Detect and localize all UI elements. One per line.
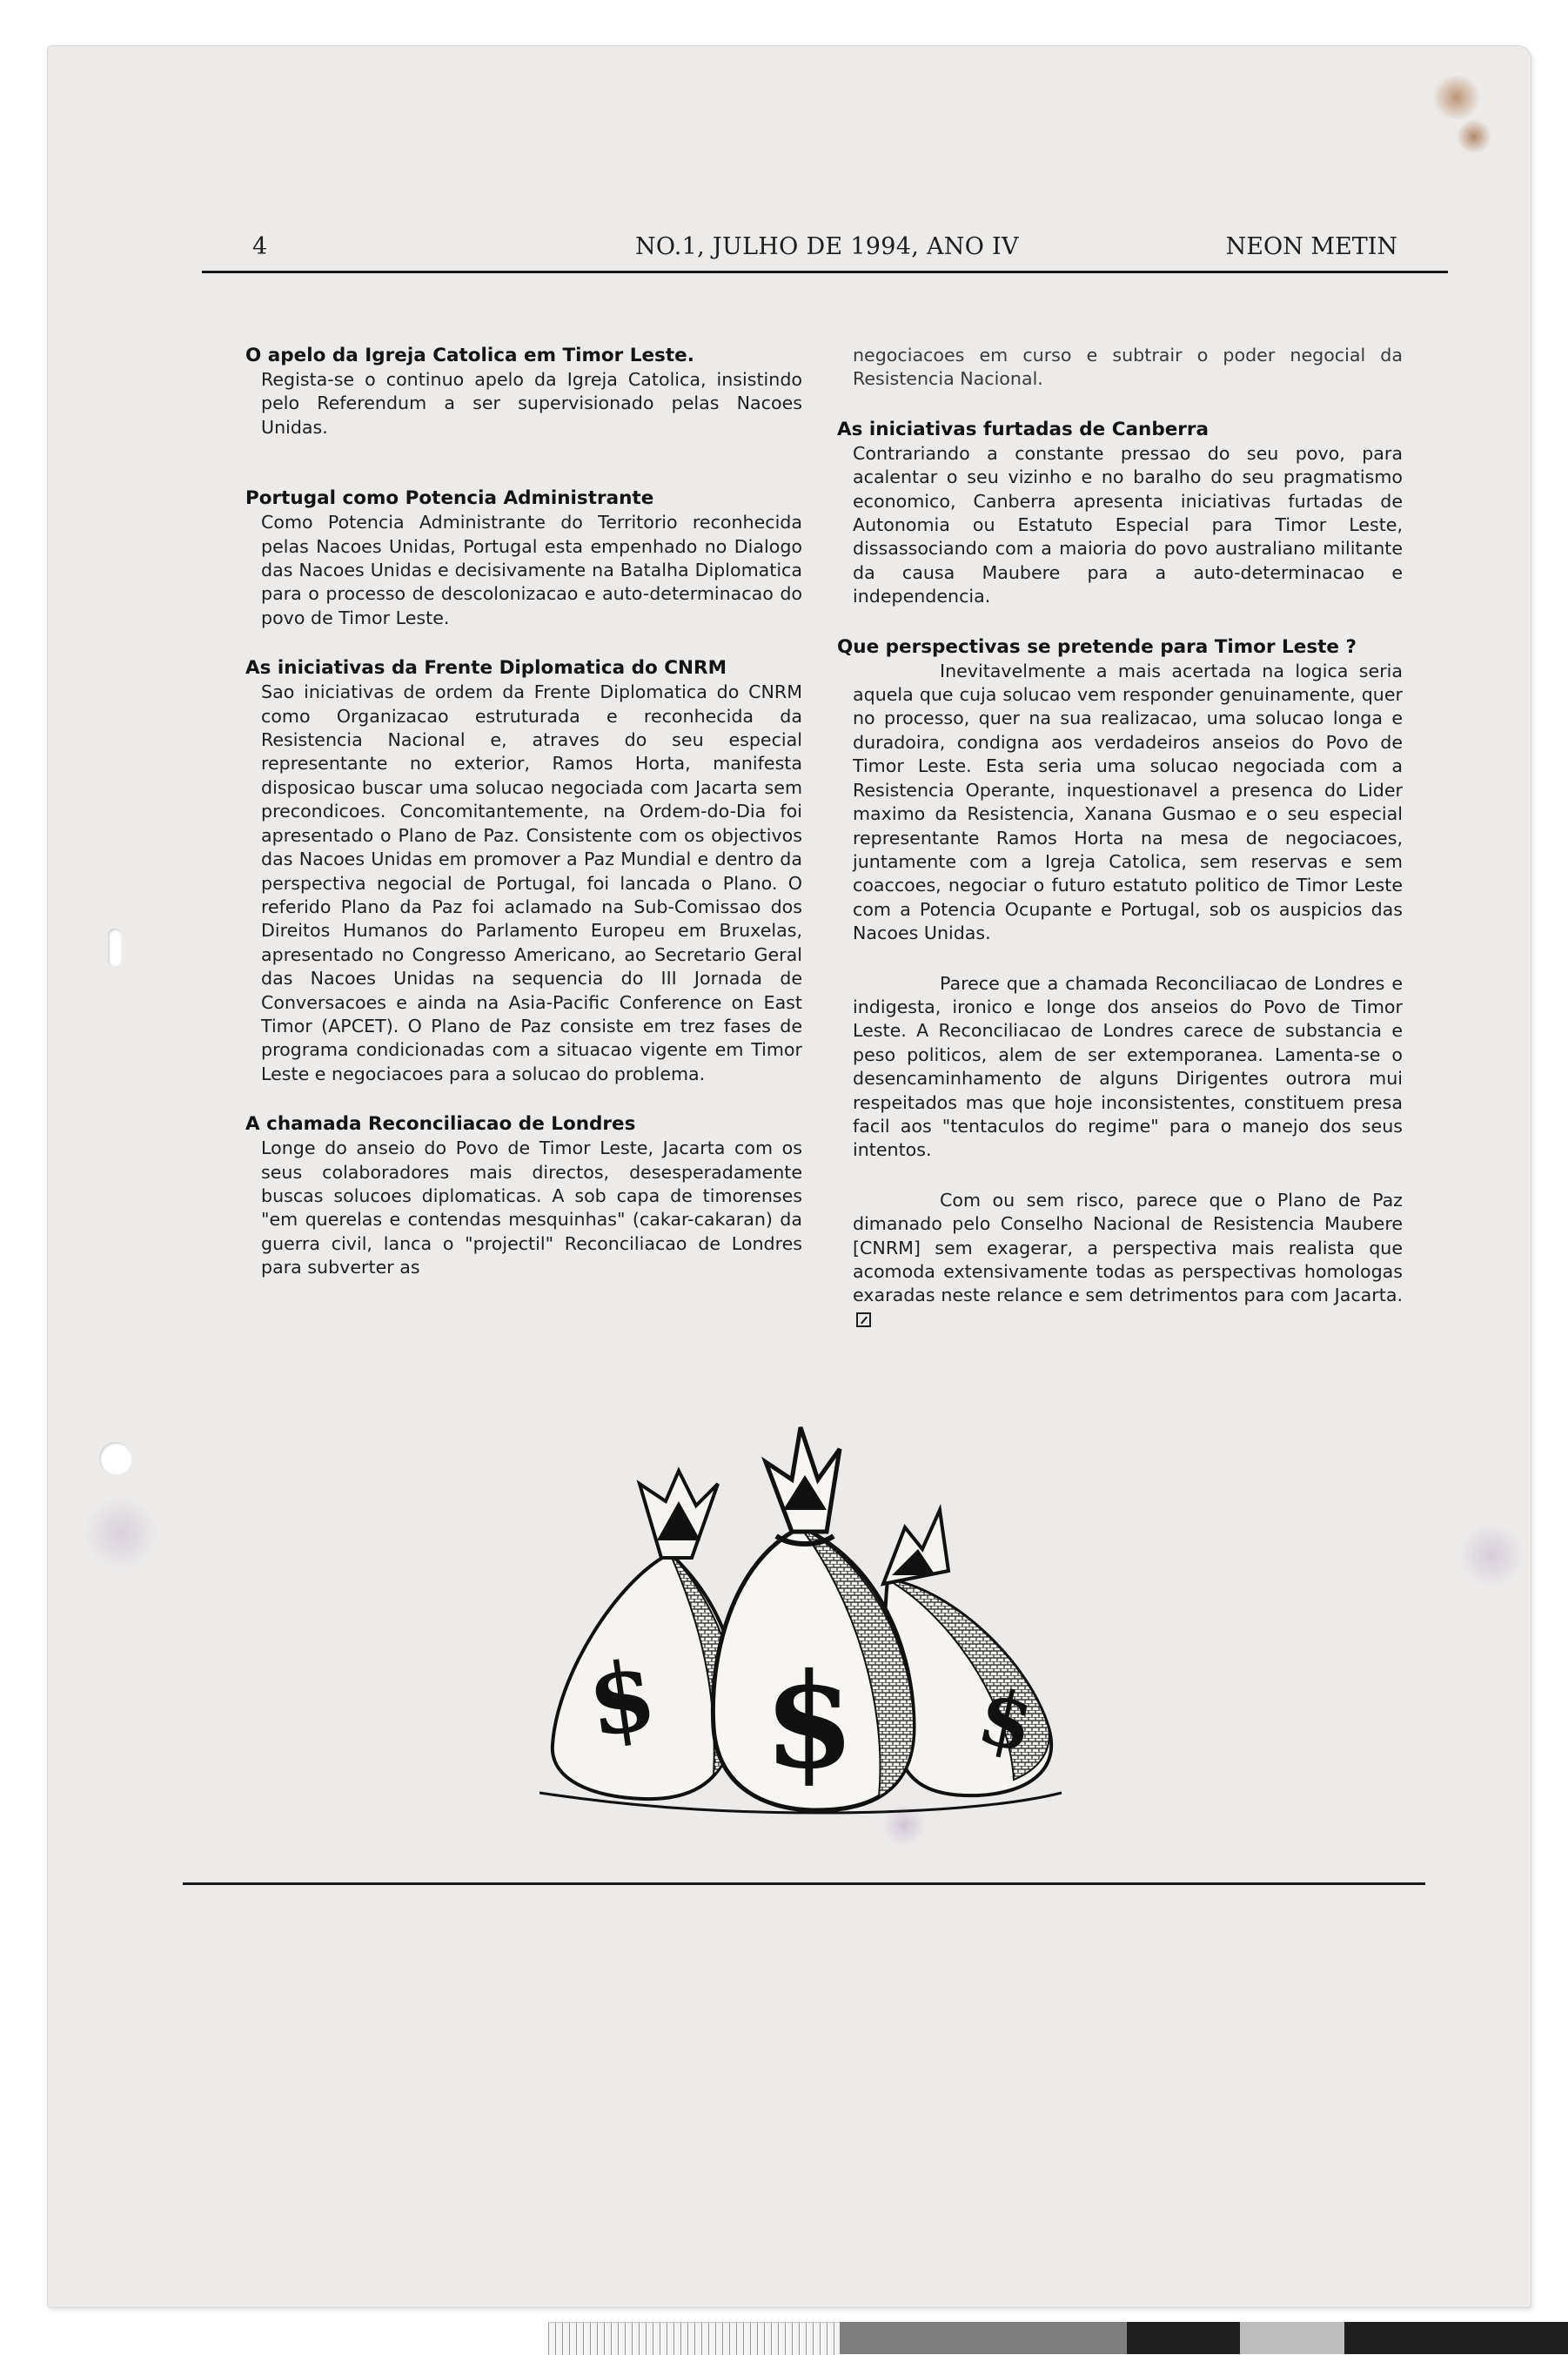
rust-stain xyxy=(1431,76,1483,119)
header-rule xyxy=(202,271,1448,273)
center-money-bag xyxy=(713,1427,914,1810)
section-title: O apelo da Igreja Catolica em Timor Leste. xyxy=(245,345,694,366)
dollar-sign: $ xyxy=(970,1669,1042,1770)
page-number: 4 xyxy=(252,233,268,260)
section-body: Longe do anseio do Povo de Timor Leste, Jacarta com os seus colaboradores mais directos, desesperadamente buscas solucoes diplomaticas. A sob capa de timorenses "em querelas e contendas mesquinhas" (cakar-cakaran) da guerra civil, lanca o "projectil" Reconciliacao de Londres para subverter as xyxy=(261,1137,802,1278)
section-paragraph: Parece que a chamada Reconciliacao de Londres e indigesta, ironico e longe dos anseios do Povo de Timor Leste. A Reconciliacao de Londres carece de substancia e peso politicos, alem de ser extemporanea. Lamenta-se o desencaminhamento de alguns Dirigentes outrora mui respeitados mas que hoje inconsistentes, constituem presa facil aos "tentaculos do regime" para o manejo dos seus intentos. xyxy=(853,972,1403,1161)
section-title: A chamada Reconciliacao de Londres xyxy=(245,1113,636,1136)
continued-text: negociacoes em curso e subtrair o poder negocial da Resistencia Nacional. xyxy=(853,345,1403,390)
footer-rule xyxy=(183,1882,1425,1885)
ruler-scale xyxy=(548,2322,840,2355)
section-title: Portugal como Potencia Administrante xyxy=(245,487,654,510)
dollar-sign: $ xyxy=(764,1645,855,1798)
rust-stain xyxy=(1457,119,1491,154)
section-title: As iniciativas furtadas de Canberra xyxy=(837,418,1210,440)
publication-name: NEON METIN xyxy=(1225,233,1397,260)
page-header xyxy=(202,228,1448,270)
punch-notch xyxy=(108,929,122,967)
ink-stain xyxy=(1457,1525,1526,1586)
money-bags-icon xyxy=(539,1397,1072,1815)
section-body: Inevitavelmente a mais acertada na logica seria aquela que cuja solucao vem responder genuinamente, quer no processo, quer na sua realizacao, uma solucao longa e duradoira, condigna aos verdadeiros anseios do Povo de Timor Leste. Esta seria uma solucao negociada com a Resistencia Operante, inquestionavel a presenca do Lider maximo da Resistencia, Xanana Gusmao e o seu especial representante Ramos Horta na mesa de negociacoes, juntamente com a Igreja Catolica, sem reservas e sem coaccoes, negociar o futuro estatuto politico de Timor Leste com a Potencia Ocupante e Portugal, sob os auspicios das Nacoes Unidas. xyxy=(853,660,1403,944)
section-body: Sao iniciativas de ordem da Frente Diplomatica do CNRM como Organizacao estruturada e reconhecida da Resistencia Nacional e, atraves do seu especial representante no exterior, Ramos Horta, manifesta disposicao buscar uma solucao negociada com Jacarta sem precondicoes. Concomitantemente, na Ordem-do-Dia foi apresentado o Plano de Paz. Consistente com os objectivos das Nacoes Unidas em promover a Paz Mundial e dentro da perspectiva negocial de Portugal, foi lancada o Plano. O referido Plano da Paz foi aclamado na Sub-Comissao dos Direitos Humanos do Parlamento Europeu em Bruxelas, apresentado no Congresso Americano, ao Secretario Geral das Nacoes Unidas na sequencia do III Jornada de Conversacoes e ainda na Asia-Pacific Conference on East Timor (APCET). O Plano de Paz consiste em trez fases de programa condicionadas com a situacao vigente em Timor Leste e negociacoes para a solucao do problema. xyxy=(261,681,802,1084)
ruler-grey-block xyxy=(840,2322,1127,2354)
ruler-black-block xyxy=(1127,2322,1240,2354)
closing-paragraph xyxy=(853,1189,1403,1332)
punch-hole xyxy=(99,1442,132,1475)
right-column xyxy=(837,344,1403,1332)
ruler-black-block xyxy=(1344,2322,1568,2354)
ink-stain xyxy=(82,1499,160,1568)
closing-text: Com ou sem risco, parece que o Plano de Paz dimanado pelo Conselho Nacional de Resistencia Maubere [CNRM] sem exagerar, a perspectiva mais realista que acomoda extensivamente todas as perspectivas homologas exaradas neste relance e sem detrimentos para com Jacarta. xyxy=(853,1189,1403,1306)
section-body: Regista-se o continuo apelo da Igreja Catolica, insistindo pelo Referendum a ser supervisionado pelas Nacoes Unidas. xyxy=(261,369,802,438)
left-money-bag xyxy=(553,1471,738,1799)
section-body: Como Potencia Administrante do Territorio reconhecida pelas Nacoes Unidas, Portugal esta empenhado no Dialogo das Nacoes Unidas e decisivamente na Batalha Diplomatica para o processo de descolonizacao e auto-determinacao do povo de Timor Leste. xyxy=(261,512,802,628)
section-body: Contrariando a constante pressao do seu povo, para acalentar o seu vizinho e no baralho do seu pragmatismo economico, Canberra apresenta iniciativas furtadas de Autonomia ou Estatuto Especial para Timor Leste, dissassociando com a maioria do povo australiano militante da causa Maubere para a auto-determinacao e independencia. xyxy=(853,442,1403,607)
ruler-light-block xyxy=(1240,2322,1344,2354)
scan-ruler xyxy=(548,2322,1568,2354)
section-title: As iniciativas da Frente Diplomatica do CNRM xyxy=(245,657,727,680)
section-title: Que perspectivas se pretende para Timor Leste ? xyxy=(837,635,1357,658)
end-mark-icon xyxy=(856,1312,871,1327)
issue-date: NO.1, JULHO DE 1994, ANO IV xyxy=(635,233,1019,260)
left-column xyxy=(245,344,802,1280)
dollar-sign: $ xyxy=(580,1638,663,1759)
